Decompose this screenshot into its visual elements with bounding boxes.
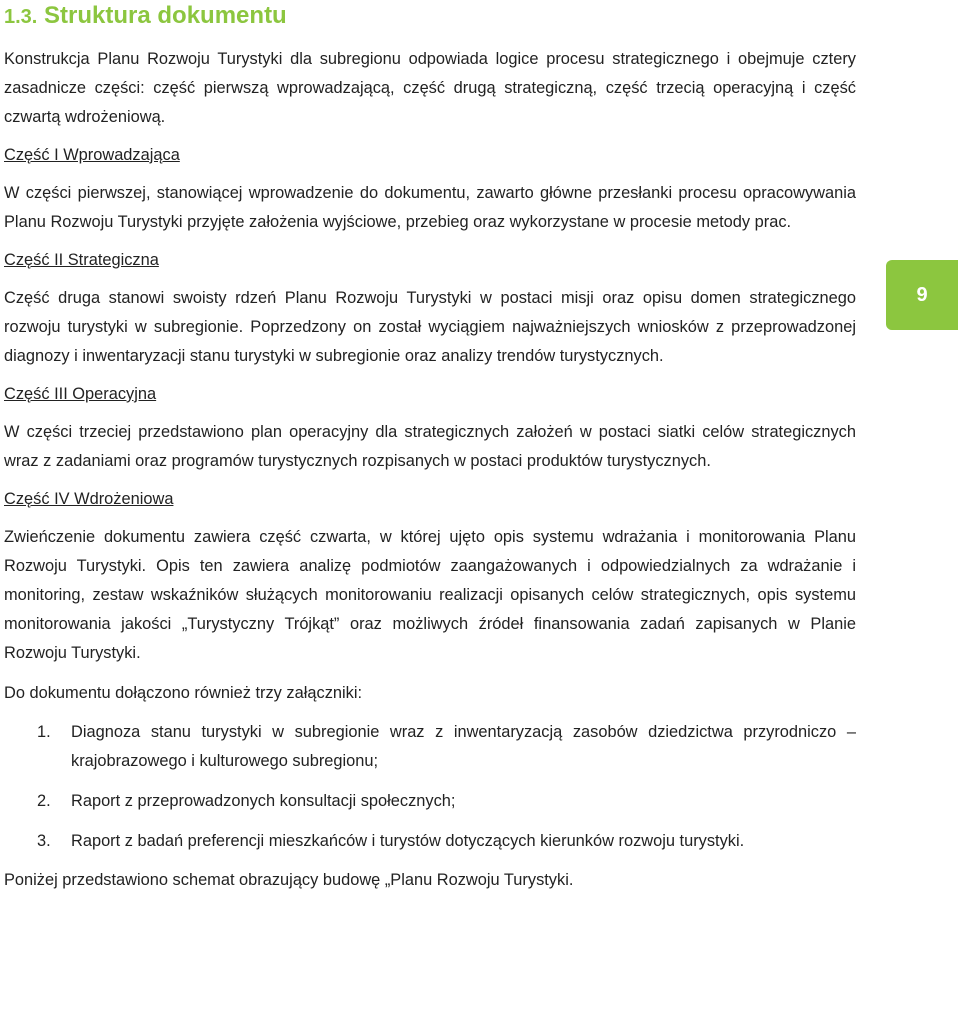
part-1-title: Część I Wprowadzająca [4,146,180,164]
section-heading [4,2,856,31]
page-number-badge [886,260,958,330]
attachments-intro: Do dokumentu dołączono również trzy załączniki: [4,684,363,702]
part-2-title: Część II Strategiczna [4,251,159,269]
attachments-list [4,718,856,856]
list-marker: 2. [37,792,51,810]
list-item [4,827,856,856]
list-marker: 1. [37,723,51,741]
part-3-title: Część III Operacyjna [4,385,157,403]
part-1-text: W części pierwszej, stanowiącej wprowadzenie do dokumentu, zawarto główne przesłanki procesu opracowywania Planu Rozwoju Turystyki przyjęte założenia wyjściowe, przebieg oraz wykorzystane w procesie metody prac. [4,184,856,231]
section-title: Struktura dokumentu [44,2,287,29]
part-4-title: Część IV Wdrożeniowa [4,490,174,508]
intro-paragraph: Konstrukcja Planu Rozwoju Turystyki dla subregionu odpowiada logice procesu strategicznego i obejmuje cztery zasadnicze części: część pierwszą wprowadzającą, część drugą strategiczną, część trzecią operacyjną i część czwartą wdrożeniową. [4,50,856,126]
closing-paragraph: Poniżej przedstawiono schemat obrazujący budowę „Planu Rozwoju Turystyki. [4,871,574,889]
list-item-text: Diagnoza stanu turystyki w subregionie wraz z inwentaryzacją zasobów dziedzictwa przyrodniczo – krajobrazowego i kulturowego subregionu; [71,723,856,770]
part-4-text: Zwieńczenie dokumentu zawiera część czwarta, w której ujęto opis systemu wdrażania i monitorowania Planu Rozwoju Turystyki. Opis ten zawiera analizę podmiotów zaangażowanych i odpowiedzialnych za wdrażanie i monitoring, zestaw wskaźników służących monitorowaniu realizacji opisanych celów strategicznych, opis systemu monitorowania jakości „Turystyczny Trójkąt” oraz możliwych źródeł finansowania zadań zapisanych w Planie Rozwoju Turystyki. [4,528,856,662]
list-marker: 3. [37,832,51,850]
page-number: 9 [916,283,928,306]
part-2-text: Część druga stanowi swoisty rdzeń Planu Rozwoju Turystyki w postaci misji oraz opisu domen strategicznego rozwoju turystyki w subregionie. Poprzedzony on został wyciągiem najważniejszych wniosków z przeprowadzonej diagnozy i inwentaryzacji stanu turystyki w subregionie oraz analizy trendów turystycznych. [4,289,856,365]
list-item-text: Raport z przeprowadzonych konsultacji społecznych; [71,792,456,810]
document-page [4,0,856,895]
list-item-text: Raport z badań preferencji mieszkańców i turystów dotyczących kierunków rozwoju turystyki. [71,832,745,850]
list-item [4,787,856,816]
part-3-text: W części trzeciej przedstawiono plan operacyjny dla strategicznych założeń w postaci siatki celów strategicznych wraz z zadaniami oraz programów turystycznych rozpisanych w postaci produktów turystycznych. [4,423,856,470]
section-number: 1.3. [4,6,38,28]
list-item [4,718,856,776]
